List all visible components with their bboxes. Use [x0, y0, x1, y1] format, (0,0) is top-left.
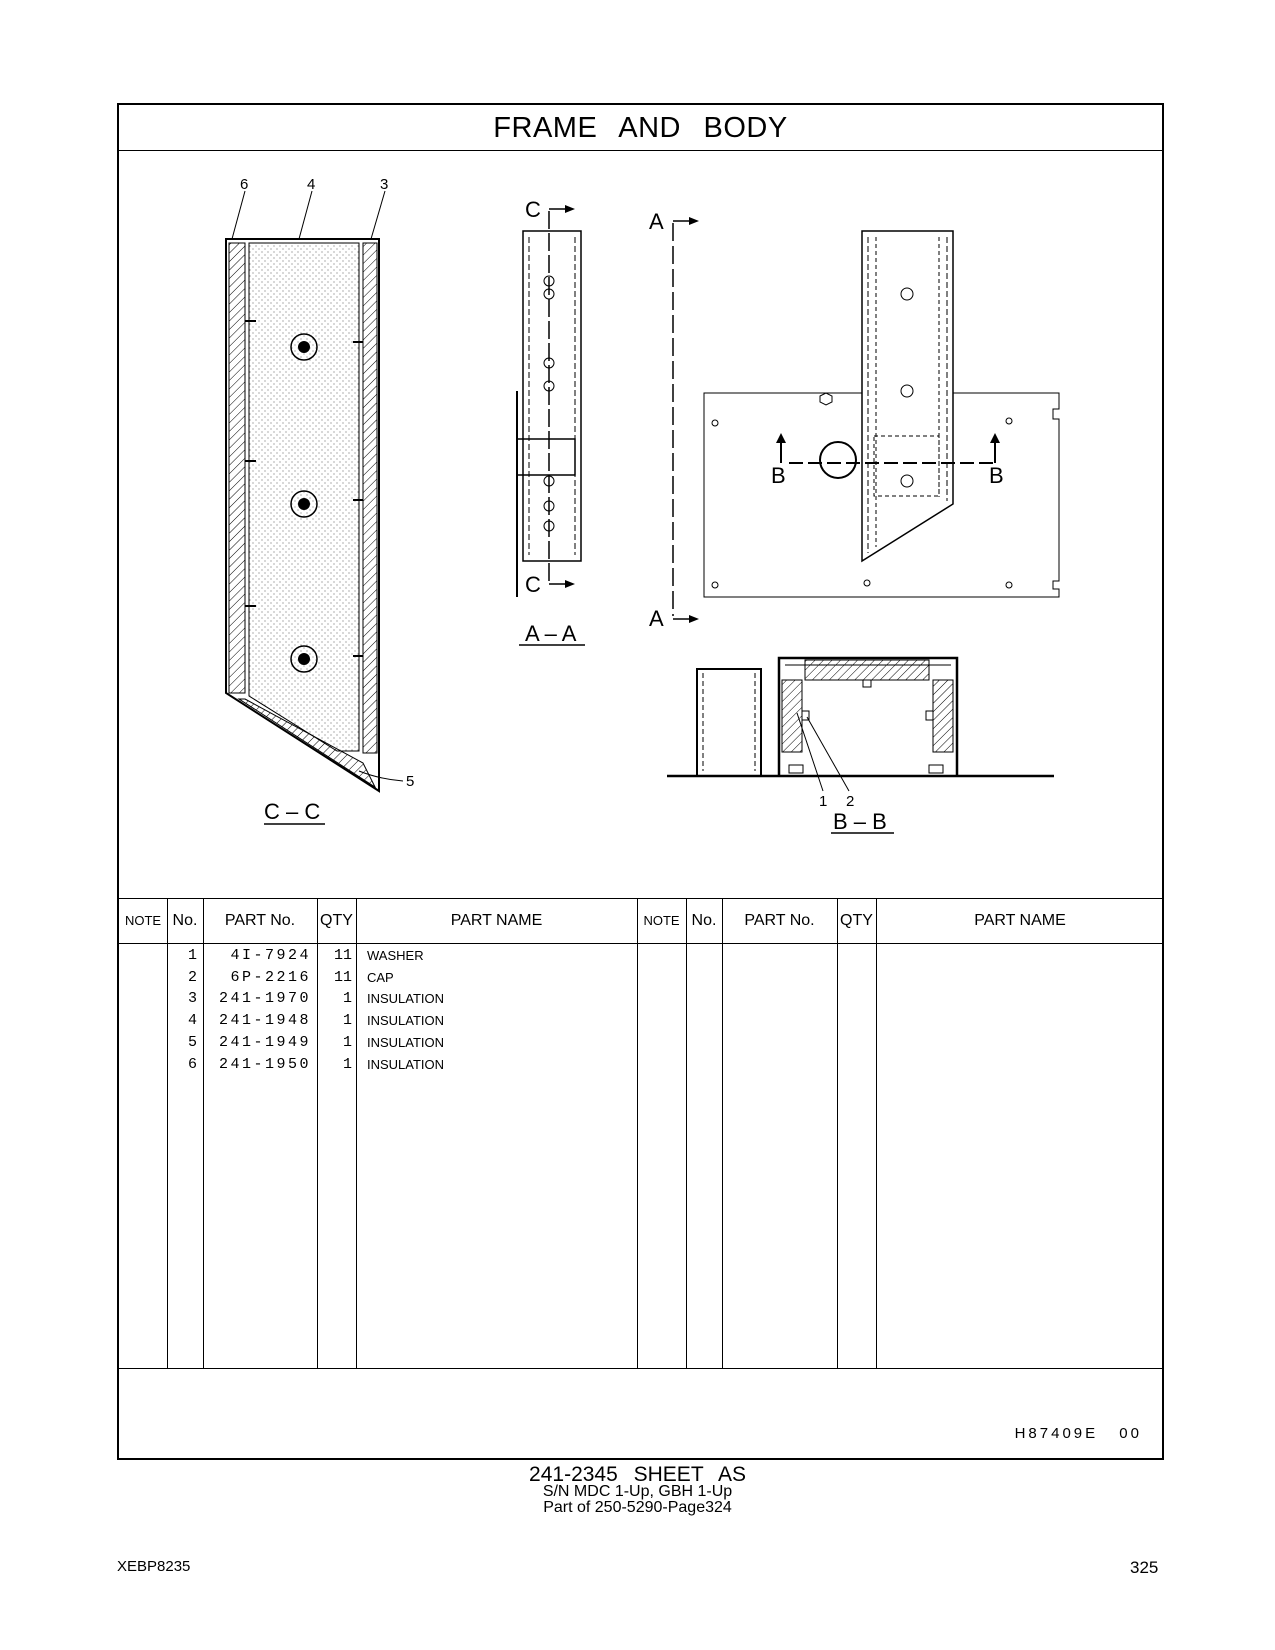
quantity: 11 — [333, 968, 352, 986]
parts-illustration — [119, 151, 1162, 901]
part-name: WASHER — [367, 948, 424, 963]
header-part-name-right: PART NAME — [974, 912, 1066, 929]
quantity: 11 — [333, 947, 352, 964]
illustration-code-band — [119, 1368, 1162, 1460]
callout-4: 4 — [307, 176, 316, 193]
page-number: 325 — [1130, 1558, 1159, 1577]
section-label-a-bottom: A — [649, 606, 664, 631]
caption-serial: S/N MDC 1-Up, GBH 1-Up — [542, 1483, 733, 1500]
part-name: CAP — [367, 969, 394, 985]
row-number: 1 — [187, 947, 197, 964]
quantity: 1 — [342, 990, 352, 1008]
quantity: 1 — [342, 1012, 352, 1030]
part-name: INSULATION — [367, 1013, 445, 1029]
exploded-drawing — [119, 151, 1164, 901]
callout-1: 1 — [819, 793, 828, 810]
callout-2: 2 — [846, 793, 855, 810]
document-id: XEBP8235 — [117, 1558, 191, 1575]
section-label-bb: B – B — [833, 809, 887, 834]
section-bb-view — [667, 658, 1054, 833]
part-number: 241-1950 — [218, 1055, 311, 1073]
header-part-no-right: PART No. — [744, 912, 815, 929]
row-number: 6 — [187, 1055, 197, 1073]
page-frame — [117, 103, 1164, 1460]
table-row — [119, 1032, 1162, 1054]
header-note: NOTE — [124, 913, 162, 928]
part-name: INSULATION — [367, 991, 445, 1007]
part-name: INSULATION — [367, 1056, 445, 1072]
row-number: 5 — [187, 1033, 197, 1051]
header-qty: QTY — [320, 912, 353, 929]
header-no: No. — [172, 912, 198, 929]
table-row — [119, 988, 1162, 1010]
header-divider — [119, 943, 1162, 944]
header-part-no: PART No. — [224, 912, 296, 929]
section-label-c-bottom: C — [525, 572, 541, 597]
page-title: FRAME AND BODY — [119, 105, 1162, 151]
row-number: 2 — [187, 968, 197, 986]
table-row — [119, 967, 1162, 989]
caption-title: 241-2345 SHEET AS — [529, 1463, 746, 1486]
part-name: INSULATION — [367, 1034, 445, 1050]
parts-table — [119, 898, 1162, 1368]
section-label-aa: A – A — [525, 621, 577, 646]
plan-view — [673, 217, 1059, 623]
table-row — [119, 1054, 1162, 1076]
section-label-b-left: B — [771, 463, 786, 488]
part-number: 4I-7924 — [230, 947, 311, 964]
header-note-right: NOTE — [643, 913, 680, 928]
section-label-b-right: B — [989, 463, 1004, 488]
quantity: 1 — [342, 1055, 352, 1073]
table-row — [119, 945, 1162, 967]
part-number: 6P-2216 — [230, 968, 311, 986]
part-number: 241-1949 — [218, 1033, 311, 1051]
header-part-name: PART NAME — [450, 912, 543, 929]
header-qty-right: QTY — [840, 912, 873, 929]
section-label-cc: C – C — [264, 799, 321, 824]
section-label-a-top: A — [649, 209, 664, 234]
illustration-code: H87409E 00 — [1014, 1425, 1142, 1442]
section-label-c-top: C — [525, 197, 541, 222]
caption-reference: Part of 250-5290-Page324 — [543, 1499, 732, 1516]
section-cc-view — [226, 191, 403, 824]
row-number: 4 — [187, 1012, 197, 1030]
quantity: 1 — [342, 1033, 352, 1051]
callout-6: 6 — [240, 176, 249, 193]
table-row — [119, 1010, 1162, 1032]
row-number: 3 — [187, 990, 197, 1008]
part-number: 241-1970 — [218, 990, 311, 1008]
part-number: 241-1948 — [218, 1012, 311, 1030]
callout-5: 5 — [406, 773, 415, 790]
header-no-right: No. — [691, 912, 717, 929]
callout-3: 3 — [380, 176, 389, 193]
